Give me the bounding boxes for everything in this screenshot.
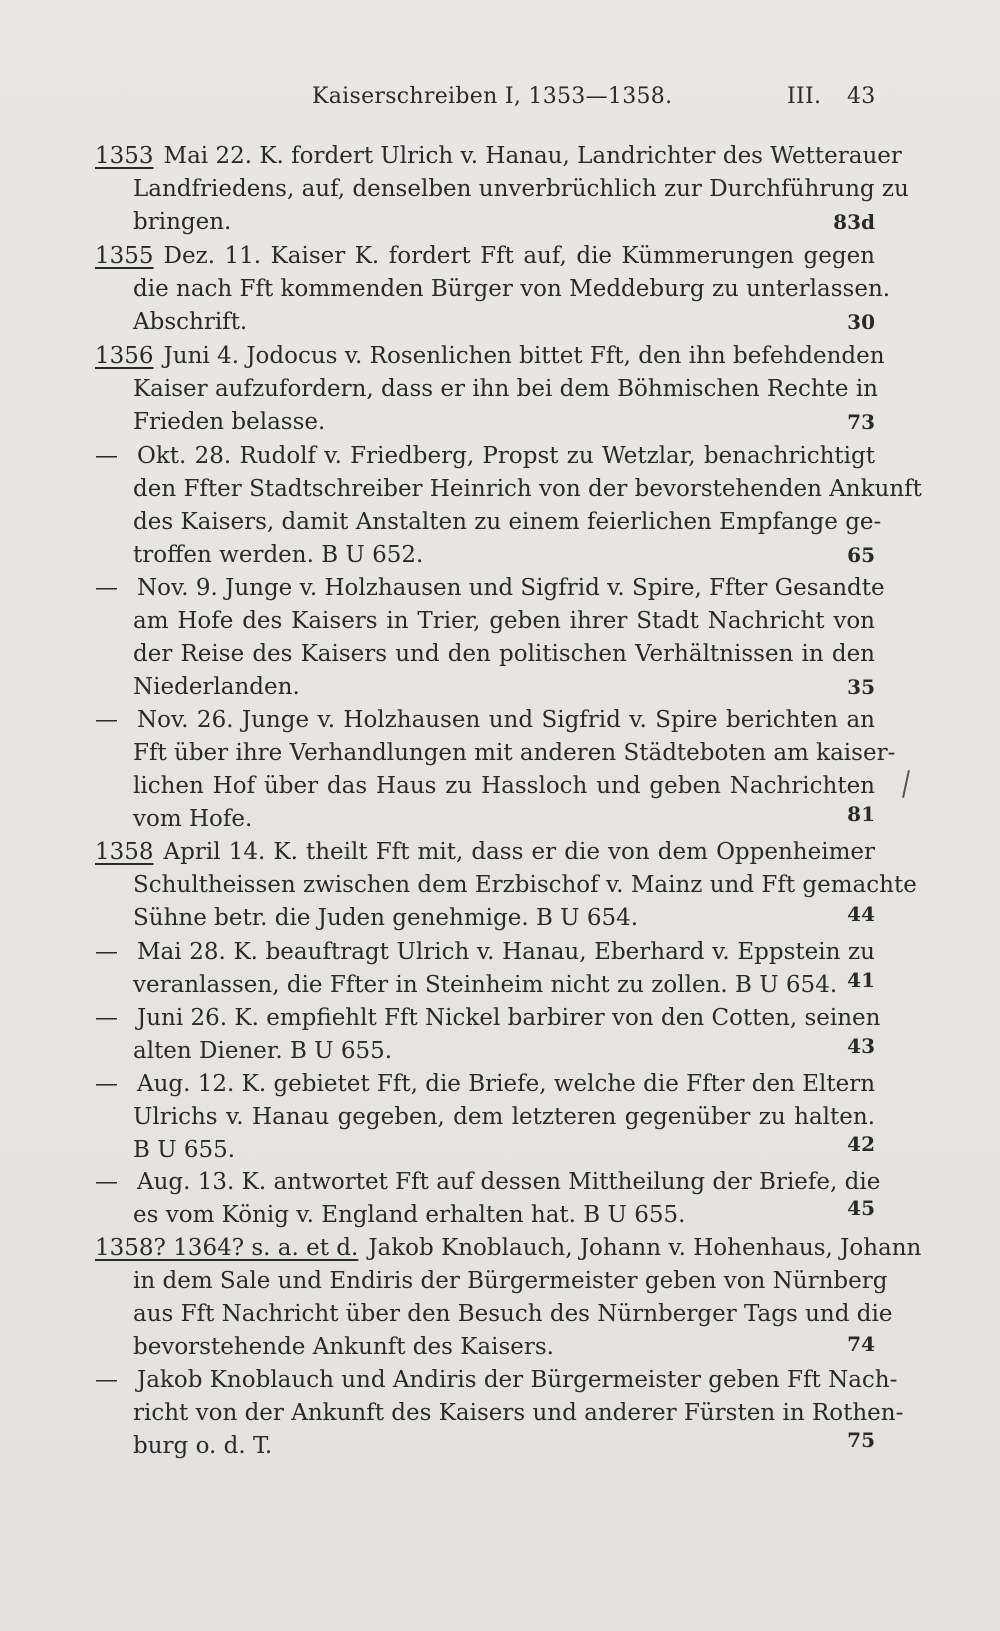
entry-text: Juni 26. K. empfiehlt Fft Nickel barbirer von den Cotten, seinen bbox=[137, 1005, 881, 1031]
entry-text: Okt. 28. Rudolf v. Friedberg, Propst zu Wetzlar, benachrichtigt bbox=[137, 443, 875, 469]
margin-pencil-mark bbox=[902, 770, 910, 798]
entry-year: 1353 bbox=[95, 143, 154, 169]
register-entry bbox=[95, 1002, 881, 1068]
entry-line: am Hofe des Kaisers in Trier, geben ihrer Stadt Nachricht von bbox=[133, 608, 875, 634]
entry-year: — bbox=[95, 1005, 118, 1031]
entry-line: B U 655. bbox=[133, 1137, 236, 1163]
entry-line: es vom König v. England erhalten hat. B U 655. bbox=[133, 1202, 686, 1228]
entry-reference: 81 bbox=[847, 802, 875, 826]
entry-text: Aug. 13. K. antwortet Fft auf dessen Mittheilung der Briefe, die bbox=[137, 1169, 881, 1195]
entry-line bbox=[95, 340, 885, 373]
entry-line: Schultheissen zwischen dem Erzbischof v. Mainz und Fft gemachte bbox=[133, 872, 917, 898]
entry-line: troffen werden. B U 652. bbox=[133, 542, 424, 568]
register-entry bbox=[95, 936, 875, 1002]
entry-line: Sühne betr. die Juden genehmige. B U 654. bbox=[133, 905, 639, 931]
entry-line bbox=[95, 704, 875, 737]
entry-text: Dez. 11. Kaiser K. fordert Fft auf, die Kümmerungen gegen bbox=[163, 243, 875, 269]
entry-reference: 42 bbox=[847, 1132, 875, 1156]
entry-line: vom Hofe. bbox=[133, 806, 253, 832]
entry-line: aus Fft Nachricht über den Besuch des Nürnberger Tags und die bbox=[133, 1301, 893, 1327]
entry-line bbox=[95, 240, 875, 273]
entry-text: Nov. 26. Junge v. Holzhausen und Sigfrid v. Spire berichten an bbox=[137, 707, 875, 733]
entry-line: Fft über ihre Verhandlungen mit anderen Städteboten am kaiser- bbox=[133, 740, 896, 766]
entry-reference: 44 bbox=[847, 902, 875, 926]
entry-line: richt von der Ankunft des Kaisers und anderer Fürsten in Rothen- bbox=[133, 1400, 904, 1426]
entry-reference: 74 bbox=[847, 1332, 875, 1356]
entry-text: Jakob Knoblauch, Johann v. Hohenhaus, Johann bbox=[368, 1235, 922, 1261]
entry-line: Niederlanden. bbox=[133, 674, 300, 700]
running-title: Kaiserschreiben I, 1353—1358. bbox=[312, 84, 673, 109]
entry-line bbox=[95, 140, 902, 173]
entry-line bbox=[95, 836, 875, 869]
entry-reference: 45 bbox=[847, 1196, 875, 1220]
entry-text: Aug. 12. K. gebietet Fft, die Briefe, welche die Ffter den Eltern bbox=[137, 1071, 876, 1097]
entry-line: bringen. bbox=[133, 209, 232, 235]
entry-line: lichen Hof über das Haus zu Hassloch und geben Nachrichten bbox=[133, 773, 875, 799]
entry-year: 1356 bbox=[95, 343, 154, 369]
entry-line: Kaiser aufzufordern, dass er ihn bei dem Böhmischen Rechte in bbox=[133, 376, 878, 402]
entry-year: — bbox=[95, 939, 118, 965]
entry-line bbox=[95, 440, 875, 473]
entry-reference: 35 bbox=[847, 675, 875, 699]
entry-year: — bbox=[95, 575, 118, 601]
entry-year: 1358 bbox=[95, 839, 154, 865]
entry-text: Mai 28. K. beauftragt Ulrich v. Hanau, Eberhard v. Eppstein zu bbox=[137, 939, 875, 965]
entry-year: — bbox=[95, 707, 118, 733]
entry-year: — bbox=[95, 1169, 118, 1195]
entry-year: — bbox=[95, 1071, 118, 1097]
entry-line: burg o. d. T. bbox=[133, 1433, 273, 1459]
entry-year: 1355 bbox=[95, 243, 154, 269]
entry-line bbox=[95, 1232, 922, 1265]
entry-text: Jakob Knoblauch und Andiris der Bürgermeister geben Fft Nach- bbox=[137, 1367, 898, 1393]
entry-line: veranlassen, die Ffter in Steinheim nicht zu zollen. B U 654. bbox=[133, 972, 838, 998]
page-number: 43 bbox=[847, 84, 876, 109]
entry-reference: 73 bbox=[847, 410, 875, 434]
entry-reference: 30 bbox=[847, 310, 875, 334]
entry-line bbox=[95, 1002, 881, 1035]
entry-year: — bbox=[95, 443, 118, 469]
entry-year: 1358? 1364? s. a. et d. bbox=[95, 1235, 359, 1261]
entry-line: Ulrichs v. Hanau gegeben, dem letzteren gegenüber zu halten. bbox=[133, 1104, 875, 1130]
entry-line bbox=[95, 1364, 898, 1397]
entry-line: in dem Sale und Endiris der Bürgermeister geben von Nürnberg bbox=[133, 1268, 888, 1294]
entry-line bbox=[95, 572, 885, 605]
register-entry bbox=[95, 1166, 881, 1232]
entry-reference: 75 bbox=[847, 1428, 875, 1452]
entry-line: alten Diener. B U 655. bbox=[133, 1038, 393, 1064]
entry-reference: 65 bbox=[847, 543, 875, 567]
entry-line: Landfriedens, auf, denselben unverbrüchlich zur Durchführung zu bbox=[133, 176, 909, 202]
entry-reference: 43 bbox=[847, 1034, 875, 1058]
entry-line: Abschrift. bbox=[133, 309, 248, 335]
entry-line: bevorstehende Ankunft des Kaisers. bbox=[133, 1334, 554, 1360]
entry-text: Nov. 9. Junge v. Holzhausen und Sigfrid v. Spire, Ffter Gesandte bbox=[137, 575, 885, 601]
entry-line bbox=[95, 936, 875, 969]
register-entry bbox=[95, 1232, 922, 1364]
register-entry bbox=[95, 440, 922, 572]
entry-line bbox=[95, 1068, 875, 1101]
register-entry bbox=[95, 704, 896, 836]
entry-reference: 41 bbox=[847, 968, 875, 992]
entry-line bbox=[95, 1166, 881, 1199]
entry-year: — bbox=[95, 1367, 118, 1393]
entry-line: die nach Fft kommenden Bürger von Meddeburg zu unterlassen. bbox=[133, 276, 891, 302]
entry-text: Mai 22. K. fordert Ulrich v. Hanau, Landrichter des Wetterauer bbox=[163, 143, 902, 169]
entry-text: April 14. K. theilt Fft mit, dass er die von dem Oppenheimer bbox=[163, 839, 875, 865]
entry-line: des Kaisers, damit Anstalten zu einem feierlichen Empfange ge- bbox=[133, 509, 882, 535]
page-header bbox=[312, 84, 876, 120]
register-entry bbox=[95, 140, 909, 239]
register-entry bbox=[95, 240, 891, 339]
register-entry bbox=[95, 836, 917, 935]
register-entry bbox=[95, 572, 885, 704]
entry-line: Frieden belasse. bbox=[133, 409, 326, 435]
entry-reference: 83d bbox=[833, 210, 875, 234]
entry-line: den Ffter Stadtschreiber Heinrich von der bevorstehenden Ankunft bbox=[133, 476, 922, 502]
register-entry bbox=[95, 1068, 875, 1167]
part-number: III. bbox=[787, 84, 822, 109]
register-entry bbox=[95, 1364, 904, 1463]
entry-line: der Reise des Kaisers und den politischen Verhältnissen in den bbox=[133, 641, 875, 667]
register-entry bbox=[95, 340, 885, 439]
entry-text: Juni 4. Jodocus v. Rosenlichen bittet Fft, den ihn befehdenden bbox=[163, 343, 885, 369]
